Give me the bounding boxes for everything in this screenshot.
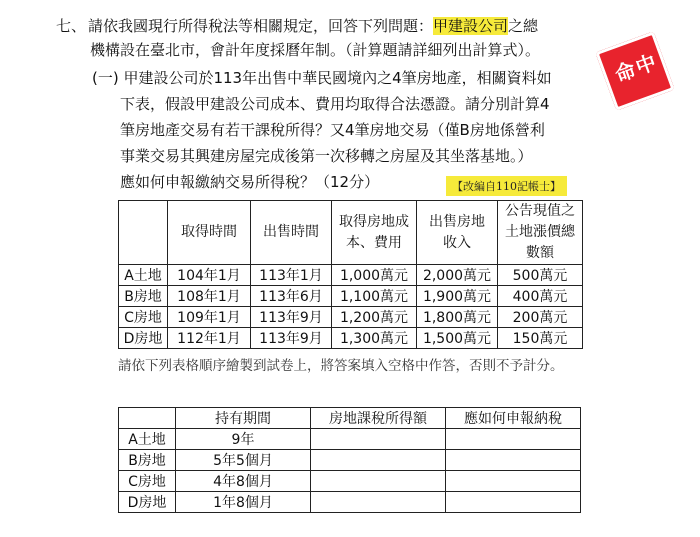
- table-cell: 1年8個月: [176, 492, 311, 513]
- table-cell: 500萬元: [498, 265, 583, 286]
- table-cell: 9年: [176, 429, 311, 450]
- sub-question-line: (一) 甲建設公司於113年出售中華民國境內之4筆房地產，相關資料如: [92, 69, 552, 87]
- sub-question-line: 事業交易其興建房屋完成後第一次移轉之房屋及其坐落基地。）: [120, 147, 533, 165]
- answer-cell: [311, 450, 446, 471]
- answer-cell: [446, 450, 581, 471]
- table-cell: 109年1月: [168, 307, 251, 328]
- table-cell: C房地: [119, 307, 168, 328]
- table-cell: 112年1月: [168, 328, 251, 349]
- table-cell: 1,000萬元: [332, 265, 417, 286]
- table-row: [119, 328, 583, 349]
- table-row: [119, 450, 581, 471]
- table-cell: 5年5個月: [176, 450, 311, 471]
- table-row: [119, 471, 581, 492]
- table-cell: 1,900萬元: [417, 286, 498, 307]
- question-line1-pre: 請依我國現行所得稅法等相關規定，回答下列問題：: [88, 17, 434, 35]
- table-cell: 108年1月: [168, 286, 251, 307]
- table-header-cell: 持有期間: [176, 408, 311, 429]
- table-cell: D房地: [119, 328, 168, 349]
- table-cell: 1,800萬元: [417, 307, 498, 328]
- answer-cell: [311, 471, 446, 492]
- table-cell: A土地: [119, 265, 168, 286]
- answer-table: [118, 407, 581, 513]
- table-row: [119, 429, 581, 450]
- answer-instruction: 請依下列表格順序繪製到試卷上，將答案填入空格中作答，否則不予計分。: [118, 358, 564, 374]
- table-cell: B房地: [119, 286, 168, 307]
- table-cell: 150萬元: [498, 328, 583, 349]
- property-data-table: [118, 200, 583, 349]
- sub-question-line: 下表，假設甲建設公司成本、費用均取得合法憑證。請分別計算4: [120, 95, 550, 113]
- sub-question-line: 應如何申報繳納交易所得稅？（12分）: [120, 173, 380, 191]
- table-cell: 113年6月: [251, 286, 332, 307]
- table-header-cell: [119, 408, 176, 429]
- table-cell: 113年1月: [251, 265, 332, 286]
- table-cell: 200萬元: [498, 307, 583, 328]
- table-row: [119, 286, 583, 307]
- sub-question-line: 筆房地產交易有若干課稅所得？又4筆房地交易（僅B房地係營利: [120, 121, 545, 139]
- table-header-cell: 出售時間: [251, 201, 332, 265]
- question-line1-post: 之總: [508, 17, 539, 35]
- table-header-cell: 房地課稅所得額: [311, 408, 446, 429]
- answer-cell: [311, 492, 446, 513]
- table-header-row: [119, 201, 583, 265]
- table-cell: 113年9月: [251, 307, 332, 328]
- answer-cell: [446, 492, 581, 513]
- table-cell: 400萬元: [498, 286, 583, 307]
- table-header-cell: 出售房地 收入: [417, 201, 498, 265]
- hit-stamp-text: 命中: [611, 49, 662, 87]
- table-row: [119, 265, 583, 286]
- table-cell: 1,100萬元: [332, 286, 417, 307]
- answer-cell: [446, 429, 581, 450]
- table-cell: B房地: [119, 450, 176, 471]
- table-header-cell: 取得房地成 本、費用: [332, 201, 417, 265]
- table-row: [119, 307, 583, 328]
- table-row: [119, 492, 581, 513]
- question-line2: 機構設在臺北市，會計年度採曆年制。（計算題請詳細列出計算式）。: [90, 41, 541, 59]
- question-number: 七、: [56, 17, 87, 35]
- question-header: [56, 14, 538, 38]
- table-header-cell: [119, 201, 168, 265]
- table-header-cell: 取得時間: [168, 201, 251, 265]
- answer-cell: [446, 471, 581, 492]
- source-tag: 【改編自110記帳士】: [446, 176, 567, 196]
- table-cell: 1,300萬元: [332, 328, 417, 349]
- answer-cell: [311, 429, 446, 450]
- table-header-cell: 公告現值之 土地漲價總 數額: [498, 201, 583, 265]
- table-cell: 104年1月: [168, 265, 251, 286]
- table-cell: 1,500萬元: [417, 328, 498, 349]
- table-cell: 2,000萬元: [417, 265, 498, 286]
- table-header-row: [119, 408, 581, 429]
- table-cell: A土地: [119, 429, 176, 450]
- company-highlight: 甲建設公司: [433, 17, 509, 35]
- table-cell: 1,200萬元: [332, 307, 417, 328]
- table-header-cell: 應如何申報納稅: [446, 408, 581, 429]
- table-cell: 4年8個月: [176, 471, 311, 492]
- table-cell: 113年9月: [251, 328, 332, 349]
- table-cell: C房地: [119, 471, 176, 492]
- table-cell: D房地: [119, 492, 176, 513]
